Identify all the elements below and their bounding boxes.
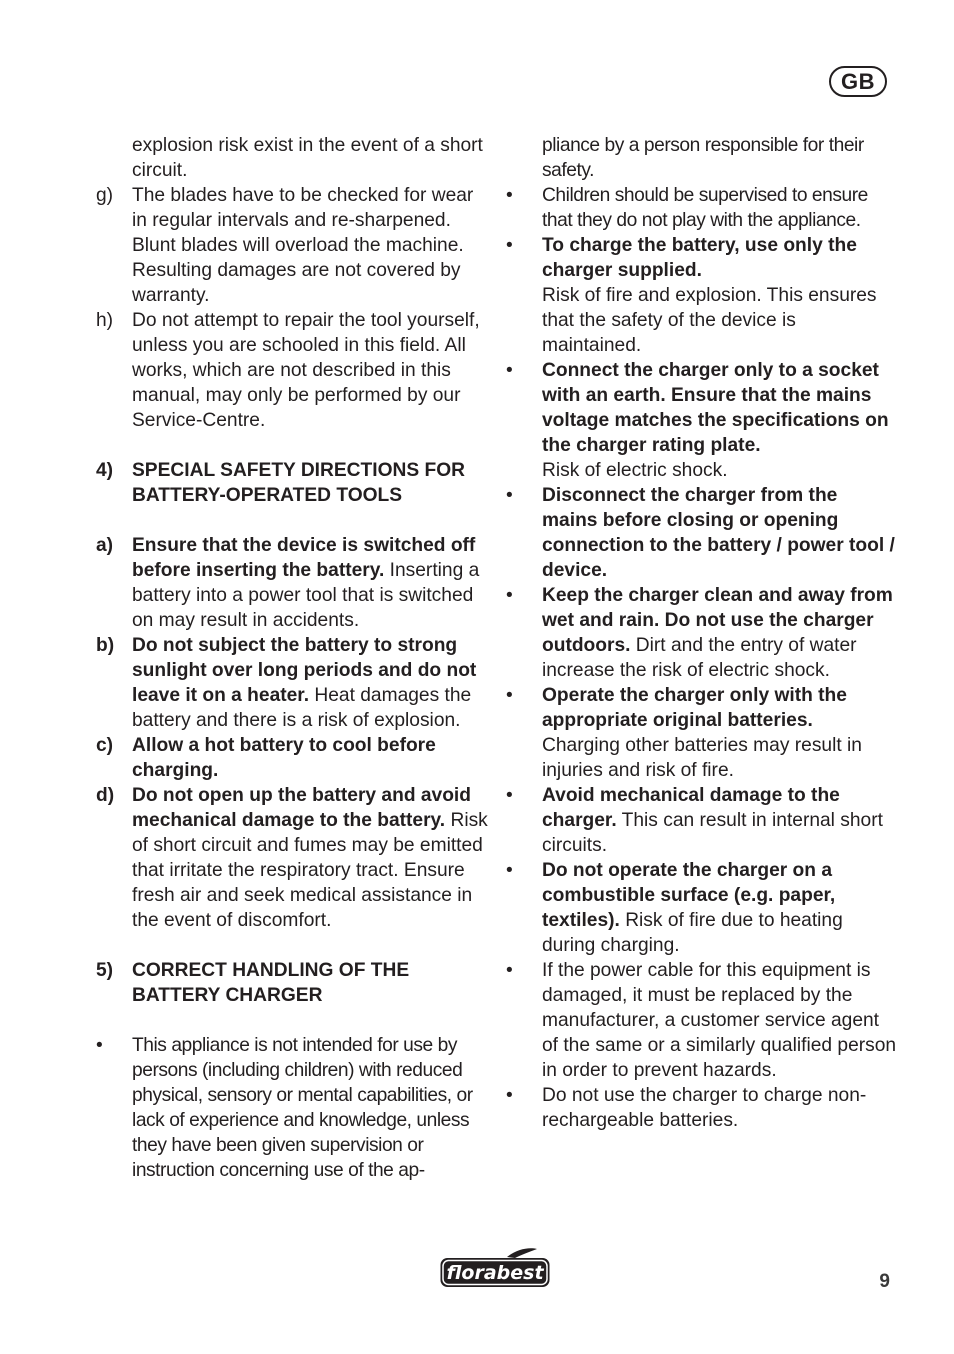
- bullet-marker: •: [506, 185, 513, 206]
- bullet-marker: •: [506, 585, 513, 606]
- list-marker: a): [96, 535, 114, 556]
- warning-bold-text: Ensure that the device is switched off before inserting the battery.: [132, 535, 476, 581]
- list-item-g: [96, 183, 488, 308]
- bullet-marker: •: [506, 785, 513, 806]
- bullet-item: [506, 1083, 898, 1133]
- warning-bold-text: Disconnect the charger from the mains before closing or opening connection to the battery / power tool / device.: [542, 485, 895, 581]
- list-marker: d): [96, 785, 115, 806]
- bullet-marker: •: [506, 1085, 513, 1106]
- list-marker: h): [96, 310, 114, 331]
- bullet-marker: •: [96, 1035, 103, 1056]
- bullet-item: [506, 233, 898, 358]
- bullet-marker: •: [506, 685, 513, 706]
- bullet-text: Children should be supervised to ensure that they do not play with the appliance.: [542, 185, 868, 231]
- bullet-text: Do not use the charger to charge non-rechargeable batteries.: [542, 1085, 867, 1131]
- bullet-item: [506, 783, 898, 858]
- brand-name: florabest: [446, 1262, 544, 1284]
- list-text: Heat damages the battery and there is a risk of explosion.: [132, 685, 472, 731]
- list-text: Risk of short circuit and fumes may be emitted that irritate the respiratory tract. Ensure fresh air and seek medical assistance in the event of discomfort.: [132, 810, 488, 931]
- warning-bold-text: Avoid mechanical damage to the charger.: [542, 785, 840, 831]
- section-number: 4): [96, 460, 114, 481]
- list-marker: b): [96, 635, 115, 656]
- bullet-text: This can result in internal short circuits.: [542, 810, 883, 856]
- bullet-item: [506, 483, 898, 583]
- section-heading-5: [96, 958, 488, 1008]
- list-marker: c): [96, 735, 114, 756]
- bullet-marker: •: [506, 485, 513, 506]
- bullet-item: [506, 683, 898, 783]
- bullet-marker: •: [506, 860, 513, 881]
- continuation-text: pliance by a person responsible for their safety.: [542, 135, 864, 181]
- bullet-item: [506, 958, 898, 1083]
- list-item-c: [96, 733, 488, 783]
- bullet-item: [506, 183, 898, 233]
- left-column: [96, 133, 488, 1183]
- section-heading-4: [96, 458, 488, 508]
- bullet-item: [96, 1033, 488, 1183]
- bullet-marker: •: [506, 235, 513, 256]
- warning-bold-text: To charge the battery, use only the charger supplied.: [542, 235, 857, 281]
- bullet-text: Risk of fire and explosion. This ensures that the safety of the device is maintained.: [542, 285, 877, 356]
- bullet-text: Charging other batteries may result in injuries and risk of fire.: [542, 735, 862, 781]
- bullet-text: Dirt and the entry of water increase the risk of electric shock.: [542, 635, 857, 681]
- bullet-item: [506, 858, 898, 958]
- warning-bold-text: Do not operate the charger on a combustible surface (e.g. paper, textiles).: [542, 860, 836, 931]
- warning-bold-text: Allow a hot battery to cool before charging.: [132, 735, 436, 781]
- page-number: 9: [879, 1271, 890, 1292]
- continuation-text: explosion risk exist in the event of a short circuit.: [132, 135, 483, 181]
- list-text: Do not attempt to repair the tool yourself, unless you are schooled in this field. All works, which are not described in this manual, may only be performed by our Service-Centre.: [132, 310, 480, 431]
- bullet-marker: •: [506, 960, 513, 981]
- warning-bold-text: Connect the charger only to a socket with an earth. Ensure that the mains voltage matches the specifications on the charger rating plate.: [542, 360, 889, 456]
- florabest-logo: [439, 1246, 551, 1295]
- bullet-text: This appliance is not intended for use by persons (including children) with reduced physical, sensory or mental capabilities, or lack of experience and knowledge, unless they have been given supervision or instruction concerning use of the ap-: [132, 1035, 473, 1181]
- list-item-b: [96, 633, 488, 733]
- list-text: The blades have to be checked for wear in regular intervals and re-sharpened. Blunt blades will overload the machine. Resulting damages are not covered by warranty.: [132, 185, 474, 306]
- list-text: Inserting a battery into a power tool that is switched on may result in accidents.: [132, 560, 480, 631]
- section-number: 5): [96, 960, 114, 981]
- language-badge: GB: [829, 66, 887, 97]
- warning-bold-text: Operate the charger only with the appropriate original batteries.: [542, 685, 847, 731]
- section-title: SPECIAL SAFETY DIRECTIONS FOR BATTERY-OPERATED TOOLS: [132, 460, 465, 506]
- bullet-text: Risk of fire due to heating during charging.: [542, 910, 843, 956]
- list-item-h: [96, 308, 488, 433]
- warning-bold-text: Keep the charger clean and away from wet and rain. Do not use the charger outdoors.: [542, 585, 893, 656]
- bullet-text: If the power cable for this equipment is damaged, it must be replaced by the manufacturer, a customer service agent of the same or a similarly qualified person in order to prevent hazards.: [542, 960, 897, 1081]
- list-item-d: [96, 783, 488, 933]
- list-item-a: [96, 533, 488, 633]
- section-title: CORRECT HANDLING OF THE BATTERY CHARGER: [132, 960, 410, 1006]
- right-column: [506, 133, 898, 1133]
- warning-bold-text: Do not open up the battery and avoid mechanical damage to the battery.: [132, 785, 471, 831]
- bullet-item: [506, 358, 898, 483]
- bullet-text: Risk of electric shock.: [542, 460, 728, 481]
- warning-bold-text: Do not subject the battery to strong sunlight over long periods and do not leave it on a heater.: [132, 635, 477, 706]
- list-marker: g): [96, 185, 114, 206]
- bullet-marker: •: [506, 360, 513, 381]
- bullet-item: [506, 583, 898, 683]
